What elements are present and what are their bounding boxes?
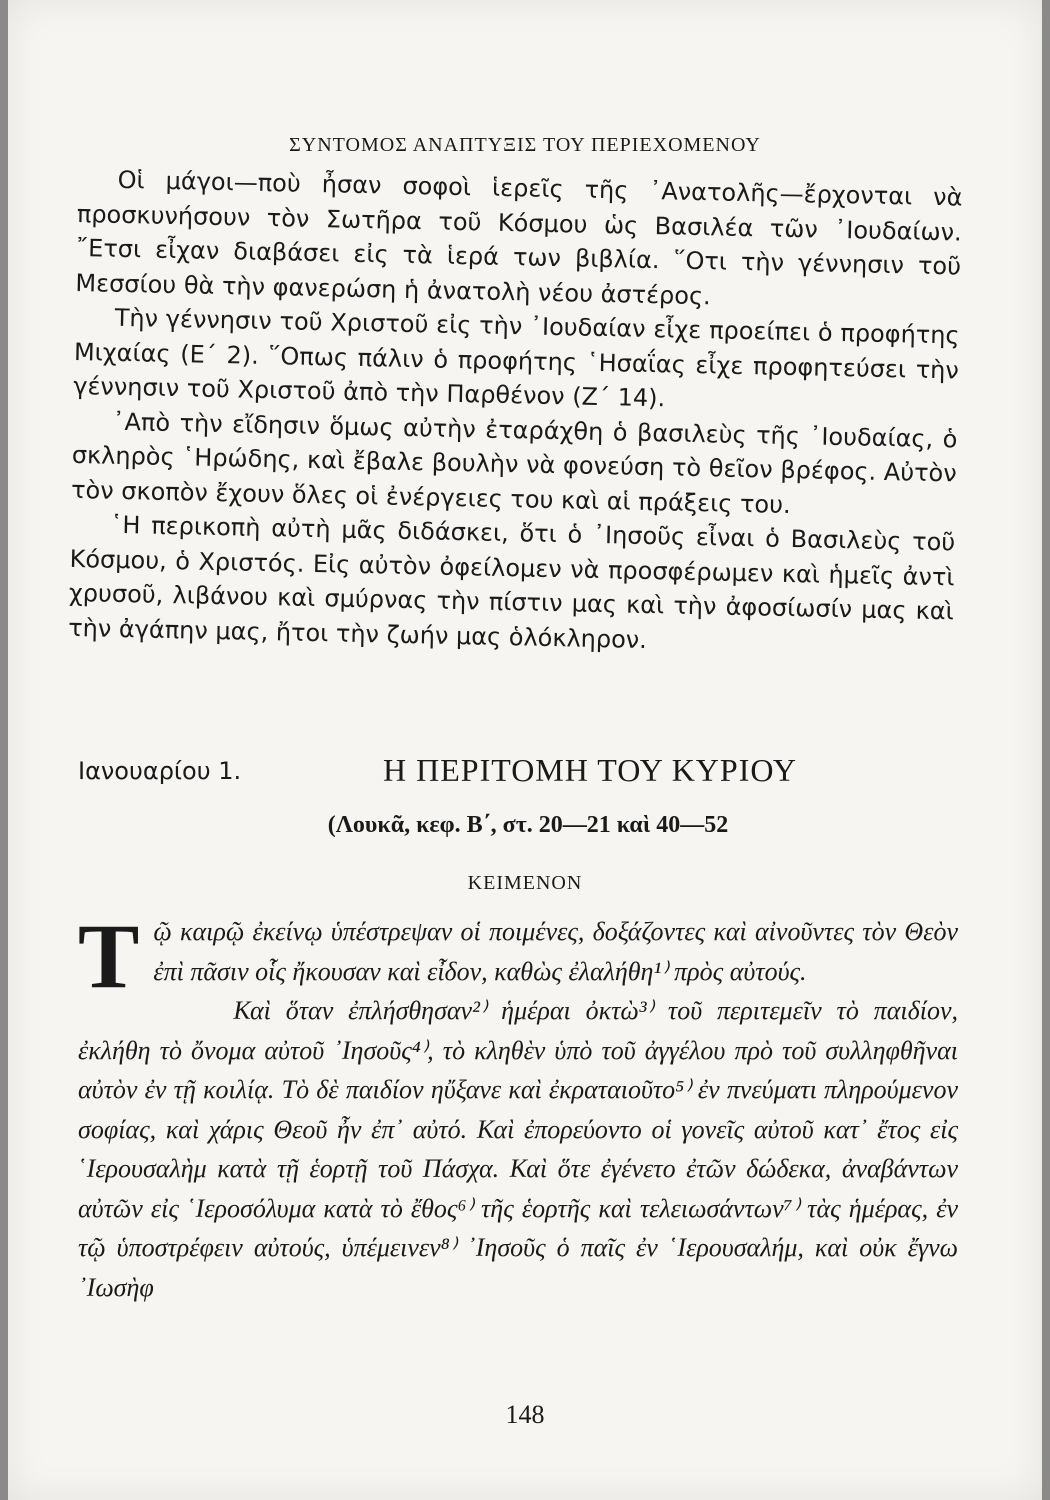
- scripture-reference: (Λουκᾶ, κεφ. Β΄, στ. 20—21 καὶ 40—52: [327, 812, 729, 838]
- summary-paragraph-2: Τὴν γέννησιν τοῦ Χριστοῦ εἰς τὴν ᾿Ιουδαίαν εἶχε προείπει ὁ προφήτης Μιχαίας (Ε΄ 2). ῞Οπως πάλιν ὁ προφήτης ῾Ησαΐας εἶχε προφητεύσει τὴν γέννησιν τοῦ Χριστοῦ ἀπὸ τὴν Παρθένον (Ζ΄ 14).: [73, 303, 960, 413]
- page-number: 148: [505, 1400, 545, 1429]
- date-label: Ιανουαρίου 1.: [78, 757, 242, 785]
- running-head: ΣΥΝΤΟΜΟΣ ΑΝΑΠΤΥΞΙΣ ΤΟΥ ΠΕΡΙΕΧΟΜΕΝΟΥ: [289, 134, 761, 156]
- summary-section: [68, 162, 963, 663]
- gospel-paragraph-1: [78, 905, 958, 1007]
- book-page: [8, 0, 1042, 1500]
- section-title: Η ΠΕΡΙΤΟΜΗ ΤΟΥ ΚΥΡΙΟΥ: [383, 752, 797, 788]
- drop-cap: Τ: [78, 905, 140, 1007]
- gospel-text: [78, 905, 958, 1307]
- summary-paragraph-4: ῾Η περικοπὴ αὐτὴ μᾶς διδάσκει, ὅτι ὁ ᾿Ιησοῦς εἶναι ὁ Βασιλεὺς τοῦ Κόσμου, ὁ Χριστός. Εἰς αὐτὸν ὀφείλομεν νὰ προσφέρωμεν καὶ ἡμεῖς ἀντὶ χρυσοῦ, λιβάνου καὶ σμύρνας τὴν πίστιν μας καὶ τὴν ἀφοσίωσίν μας καὶ τὴν ἀγάπην μας, ἤτοι τὴν ζωήν μας ὁλόκληρον.: [67, 510, 956, 654]
- summary-paragraph-3: ᾿Απὸ τὴν εἴδησιν ὅμως αὐτὴν ἐταράχθη ὁ βασιλεὺς τῆς ᾿Ιουδαίας, ὁ σκληρὸς ῾Ηρώδης, καὶ ἔβαλε βουλὴν νὰ φονεύση τὸ θεῖον βρέφος. Αὐτὸν τὸν σκοπὸν ἔχουν ὅλες οἱ ἐνέργειες του καὶ αἱ πράξεις του.: [70, 407, 958, 519]
- gospel-paragraph-2: Καὶ ὅταν ἐπλήσθησαν²⁾ ἡμέραι ὀκτὼ³⁾ τοῦ περιτεμεῖν τὸ παιδίον, ἐκλήθη τὸ ὄνομα αὐτοῦ ᾿Ιησοῦς⁴⁾, τὸ κληθὲν ὑπὸ τοῦ ἀγγέλου πρὸ τοῦ συλληφθῆναι αὐτὸν ἐν τῇ κοιλίᾳ. Τὸ δὲ παιδίον ηὔξανε καὶ ἐκραταιοῦτο⁵⁾ ἐν πνεύματι πληρούμενον σοφίας, καὶ χάρις Θεοῦ ἦν ἐπ᾿ αὐτό. Καὶ ἐπορεύοντο οἱ γονεῖς αὐτοῦ κατ᾿ ἔτος εἰς ῾Ιερουσαλὴμ κατὰ τῇ ἑορτῇ τοῦ Πάσχα. Καὶ ὅτε ἐγένετο ἐτῶν δώδεκα, ἀναβάντων αὐτῶν εἰς ῾Ιεροσόλυμα κατὰ τὸ ἔθος⁶⁾ τῆς ἑορτῆς καὶ τελειωσάντων⁷⁾ τὰς ἡμέρας, ἐν τῷ ὑποστρέφειν αὐτούς, ὑπέμεινεν⁸⁾ ᾿Ιησοῦς ὁ παῖς ἐν ῾Ιερουσαλήμ, καὶ οὐκ ἔγνω ᾿Ιωσὴφ: [78, 996, 958, 1302]
- gospel-paragraph-1-text: ῷ καιρῷ ἐκείνῳ ὑπέστρεψαν οἱ ποιμένες, δοξάζοντες καὶ αἰνοῦντες τὸν Θεὸν ἐπὶ πᾶσιν οἷς ἤκουσαν καὶ εἶδον, καθὼς ἐλαλήθη¹⁾ πρὸς αὐτούς.: [153, 917, 958, 986]
- summary-paragraph-1: Οἱ μάγοι—ποὺ ἦσαν σοφοὶ ἱερεῖς τῆς ᾿Ανατολῆς—ἔρχονται νὰ προσκυνήσουν τὸν Σωτῆρα τοῦ Κόσμου ὡς Βασιλέα τῶν ᾿Ιουδαίων. ῎Ετσι εἶχαν διαβάσει εἰς τὰ ἱερά των βιβλία. ῞Οτι τὴν γέννησιν τοῦ Μεσσίου θὰ τὴν φανερώση ἡ ἀνατολὴ νέου ἀστέρος.: [75, 165, 963, 310]
- text-label: ΚΕΙΜΕΝΟΝ: [467, 872, 583, 894]
